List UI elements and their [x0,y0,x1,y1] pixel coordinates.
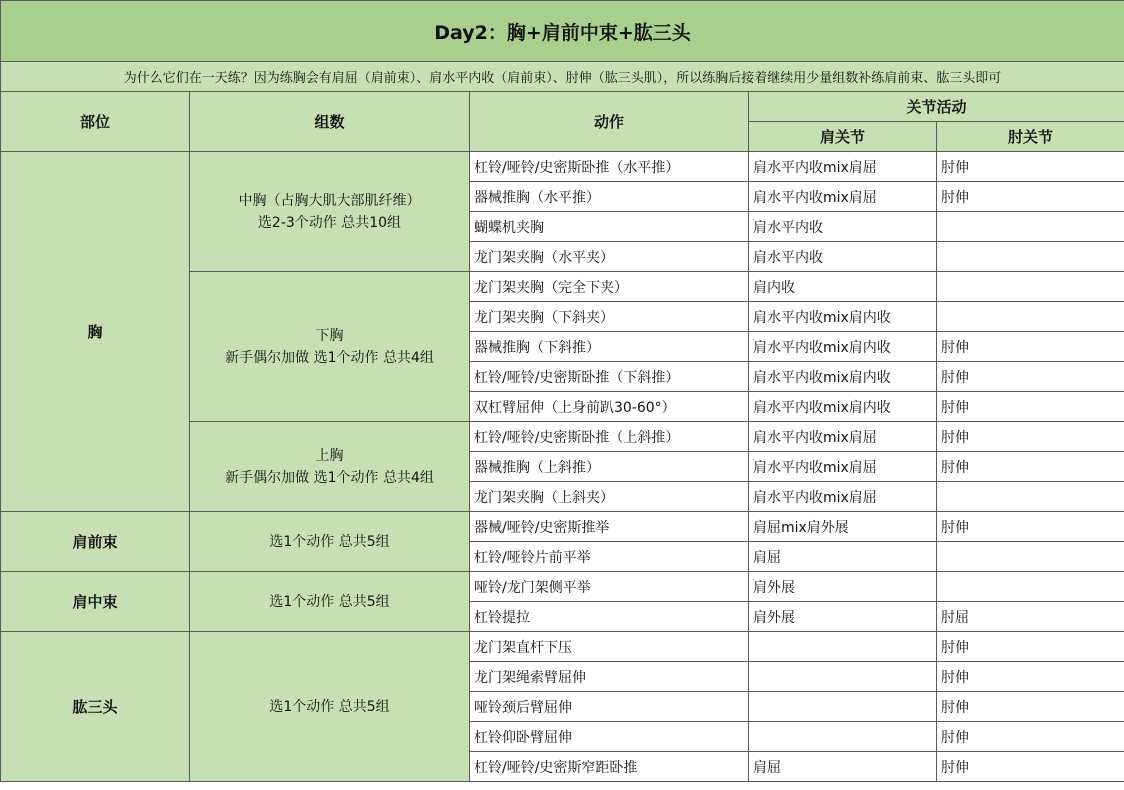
elbow-cell[interactable] [937,302,1124,332]
group-line: 中胸（占胸大肌大部肌纤维） [238,192,421,209]
shoulder-cell[interactable]: 肩屈 [749,752,937,782]
shoulder-cell[interactable]: 肩水平内收 [749,212,937,242]
action-cell[interactable]: 杠铃/哑铃/史密斯卧推（上斜推） [470,422,749,452]
group-mid-chest[interactable] [190,152,470,272]
shoulder-cell[interactable]: 肩水平内收mix肩屈 [749,422,937,452]
elbow-cell[interactable]: 肘伸 [937,512,1124,542]
action-cell[interactable]: 龙门架夹胸（完全下夹） [470,272,749,302]
action-cell[interactable]: 龙门架夹胸（下斜夹） [470,302,749,332]
action-cell[interactable]: 龙门架夹胸（上斜夹） [470,482,749,512]
action-cell[interactable]: 哑铃/龙门架侧平举 [470,572,749,602]
group-line: 下胸 [315,327,344,344]
group-upper-chest[interactable] [190,422,470,512]
elbow-cell[interactable]: 肘伸 [937,452,1124,482]
group-lower-chest[interactable] [190,272,470,422]
elbow-cell[interactable] [937,272,1124,302]
intro-note[interactable]: 为什么它们在一天练？因为练胸会有肩屈（肩前束）、肩水平内收（肩前束）、肘伸（肱三头肌），所以练胸后接着继续用少量组数补练肩前束、肱三头即可 [1,62,1124,92]
group-line: 新手偶尔加做 选1个动作 总共4组 [225,349,434,366]
part-front-delt[interactable]: 肩前束 [1,512,190,572]
elbow-cell[interactable]: 肘屈 [937,602,1124,632]
elbow-cell[interactable]: 肘伸 [937,152,1124,182]
header-joint-activity[interactable]: 关节活动 [749,92,1124,122]
elbow-cell[interactable] [937,212,1124,242]
shoulder-cell[interactable]: 肩水平内收mix肩屈 [749,482,937,512]
elbow-cell[interactable]: 肘伸 [937,392,1124,422]
action-cell[interactable]: 蝴蝶机夹胸 [470,212,749,242]
action-cell[interactable]: 哑铃颈后臂屈伸 [470,692,749,722]
group-line: 新手偶尔加做 选1个动作 总共4组 [225,469,434,486]
elbow-cell[interactable]: 肘伸 [937,752,1124,782]
group-line: 上胸 [315,447,344,464]
elbow-cell[interactable] [937,542,1124,572]
table-row [1,632,1124,662]
table-row [1,512,1124,542]
action-cell[interactable]: 器械/哑铃/史密斯推举 [470,512,749,542]
action-cell[interactable]: 杠铃提拉 [470,602,749,632]
action-cell[interactable]: 器械推胸（水平推） [470,182,749,212]
shoulder-cell[interactable] [749,722,937,752]
group-mid-delt[interactable] [190,572,470,632]
elbow-cell[interactable] [937,482,1124,512]
elbow-cell[interactable]: 肘伸 [937,362,1124,392]
header-action[interactable]: 动作 [470,92,749,152]
header-part[interactable]: 部位 [1,92,190,152]
header-elbow[interactable]: 肘关节 [937,122,1124,152]
elbow-cell[interactable] [937,242,1124,272]
sheet-title[interactable]: Day2：胸+肩前中束+肱三头 [1,1,1124,62]
action-cell[interactable]: 杠铃/哑铃/史密斯窄距卧推 [470,752,749,782]
table-row [1,152,1124,182]
shoulder-cell[interactable]: 肩水平内收mix肩内收 [749,362,937,392]
group-front-delt[interactable] [190,512,470,572]
shoulder-cell[interactable]: 肩水平内收mix肩内收 [749,302,937,332]
elbow-cell[interactable]: 肘伸 [937,332,1124,362]
part-triceps[interactable]: 肱三头 [1,632,190,782]
group-line: 选1个动作 总共5组 [269,593,390,610]
shoulder-cell[interactable]: 肩屈mix肩外展 [749,512,937,542]
shoulder-cell[interactable]: 肩内收 [749,272,937,302]
elbow-cell[interactable]: 肘伸 [937,632,1124,662]
action-cell[interactable]: 龙门架绳索臂屈伸 [470,662,749,692]
elbow-cell[interactable]: 肘伸 [937,722,1124,752]
shoulder-cell[interactable]: 肩水平内收mix肩屈 [749,452,937,482]
shoulder-cell[interactable]: 肩水平内收mix肩内收 [749,392,937,422]
action-cell[interactable]: 杠铃/哑铃/史密斯卧推（水平推） [470,152,749,182]
action-cell[interactable]: 器械推胸（下斜推） [470,332,749,362]
elbow-cell[interactable] [937,572,1124,602]
part-chest[interactable]: 胸 [1,152,190,512]
elbow-cell[interactable]: 肘伸 [937,422,1124,452]
action-cell[interactable]: 器械推胸（上斜推） [470,452,749,482]
group-line: 选2-3个动作 总共10组 [257,214,402,231]
elbow-cell[interactable]: 肘伸 [937,182,1124,212]
header-group[interactable]: 组数 [190,92,470,152]
header-shoulder[interactable]: 肩关节 [749,122,937,152]
group-line: 选1个动作 总共5组 [269,533,390,550]
action-cell[interactable]: 杠铃/哑铃片前平举 [470,542,749,572]
action-cell[interactable]: 龙门架直杆下压 [470,632,749,662]
shoulder-cell[interactable]: 肩外展 [749,602,937,632]
group-line: 选1个动作 总共5组 [269,698,390,715]
shoulder-cell[interactable]: 肩屈 [749,542,937,572]
shoulder-cell[interactable]: 肩外展 [749,572,937,602]
action-cell[interactable]: 杠铃仰卧臂屈伸 [470,722,749,752]
part-mid-delt[interactable]: 肩中束 [1,572,190,632]
shoulder-cell[interactable]: 肩水平内收 [749,242,937,272]
shoulder-cell[interactable] [749,662,937,692]
shoulder-cell[interactable] [749,692,937,722]
action-cell[interactable]: 杠铃/哑铃/史密斯卧推（下斜推） [470,362,749,392]
elbow-cell[interactable]: 肘伸 [937,662,1124,692]
action-cell[interactable]: 龙门架夹胸（水平夹） [470,242,749,272]
shoulder-cell[interactable]: 肩水平内收mix肩屈 [749,152,937,182]
elbow-cell[interactable]: 肘伸 [937,692,1124,722]
shoulder-cell[interactable] [749,632,937,662]
table-row [1,572,1124,602]
group-triceps[interactable] [190,632,470,782]
shoulder-cell[interactable]: 肩水平内收mix肩屈 [749,182,937,212]
action-cell[interactable]: 双杠臂屈伸（上身前趴30-60°） [470,392,749,422]
shoulder-cell[interactable]: 肩水平内收mix肩内收 [749,332,937,362]
